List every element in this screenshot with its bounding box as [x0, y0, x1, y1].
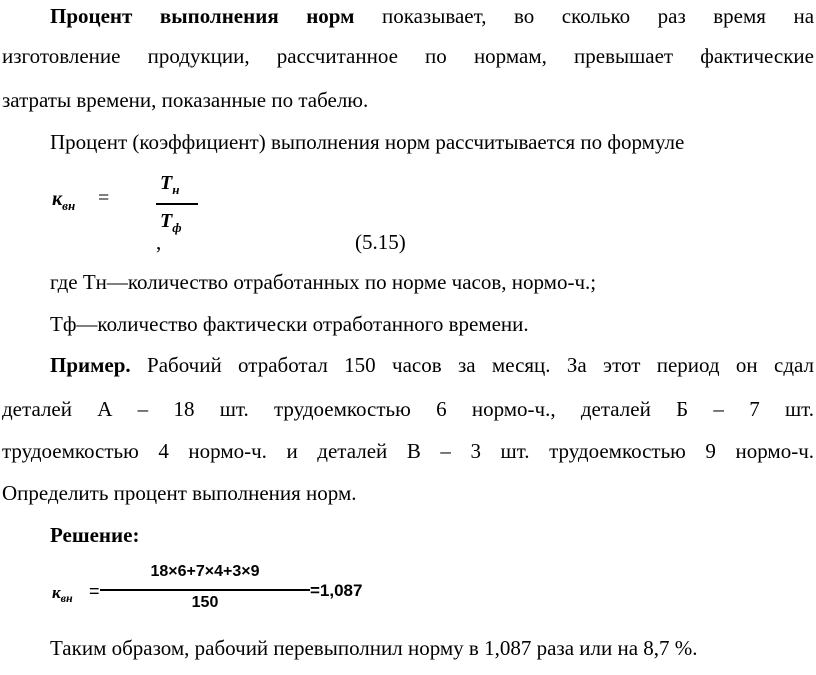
formula2-fraction-bar: [100, 589, 310, 591]
formula1-num-sub: н: [172, 182, 180, 197]
paragraph2: Процент (коэффициент) выполнения норм рассчитывается по формуле: [50, 130, 685, 154]
formula1-lhs: [52, 188, 75, 214]
formula2-equals: =: [89, 581, 100, 601]
solution-formula: [52, 563, 363, 623]
formula2-numerator: 18×6+7×4+3×9: [150, 563, 260, 580]
formula1-numerator: [160, 172, 179, 198]
paragraph1-line3: затраты времени, показанные по табелю.: [2, 88, 369, 112]
formula1-lhs-sub: вн: [62, 198, 76, 213]
formula1-equals: =: [98, 187, 110, 209]
formula1-den-sub: ф: [172, 220, 182, 235]
formula2-denominator: 150: [191, 594, 219, 611]
formula1-fraction-bar: [156, 203, 198, 205]
example-line3: трудоемкостью 4 нормо-ч. и деталей В – 3 шт. трудоемкостью 9 нормо-ч.: [2, 439, 814, 463]
formula2-lhs: [52, 583, 73, 606]
formula2-result-value: =1,087: [310, 581, 363, 600]
formula1-denominator: [160, 210, 182, 236]
formula1-den-letter: Т: [160, 210, 173, 232]
paragraph1-bold-lead: Процент выполнения норм: [50, 4, 355, 28]
example-line4: Определить процент выполнения норм.: [2, 481, 357, 505]
formula1-number: (5.15): [355, 230, 406, 254]
example-line1: [50, 353, 814, 377]
paragraph1-line2: изготовление продукции, рассчитанное по нормам, превышает фактические: [2, 44, 814, 68]
formula2-lhs-letter: к: [52, 583, 61, 602]
formula1-comma: ,: [156, 230, 162, 254]
example-line2: деталей А – 18 шт. трудоемкостью 6 нормо-ч., деталей Б – 7 шт.: [2, 397, 814, 421]
example-line1-text: Рабочий отработал 150 часов за месяц. За этот период он сдал: [147, 353, 814, 377]
solution-label: Решение:: [50, 523, 140, 547]
formula1-lhs-letter: к: [52, 188, 63, 210]
formula-5-15: [52, 172, 192, 242]
formula1-num-letter: Т: [160, 172, 173, 194]
where-tf: Тф—количество фактически отработанного времени.: [50, 312, 529, 336]
formula2-result: [310, 581, 362, 601]
formula2-lhs-sub: вн: [60, 591, 73, 605]
where-tn: где Тн—количество отработанных по норме часов, нормо-ч.;: [50, 270, 597, 294]
paragraph1-line1-text: показывает, во сколько раз время на: [381, 4, 815, 28]
conclusion: Таким образом, рабочий перевыполнил норму в 1,087 раза или на 8,7 %.: [50, 636, 698, 660]
paragraph1-line1: [50, 4, 814, 28]
example-bold-lead: Пример.: [50, 353, 131, 377]
